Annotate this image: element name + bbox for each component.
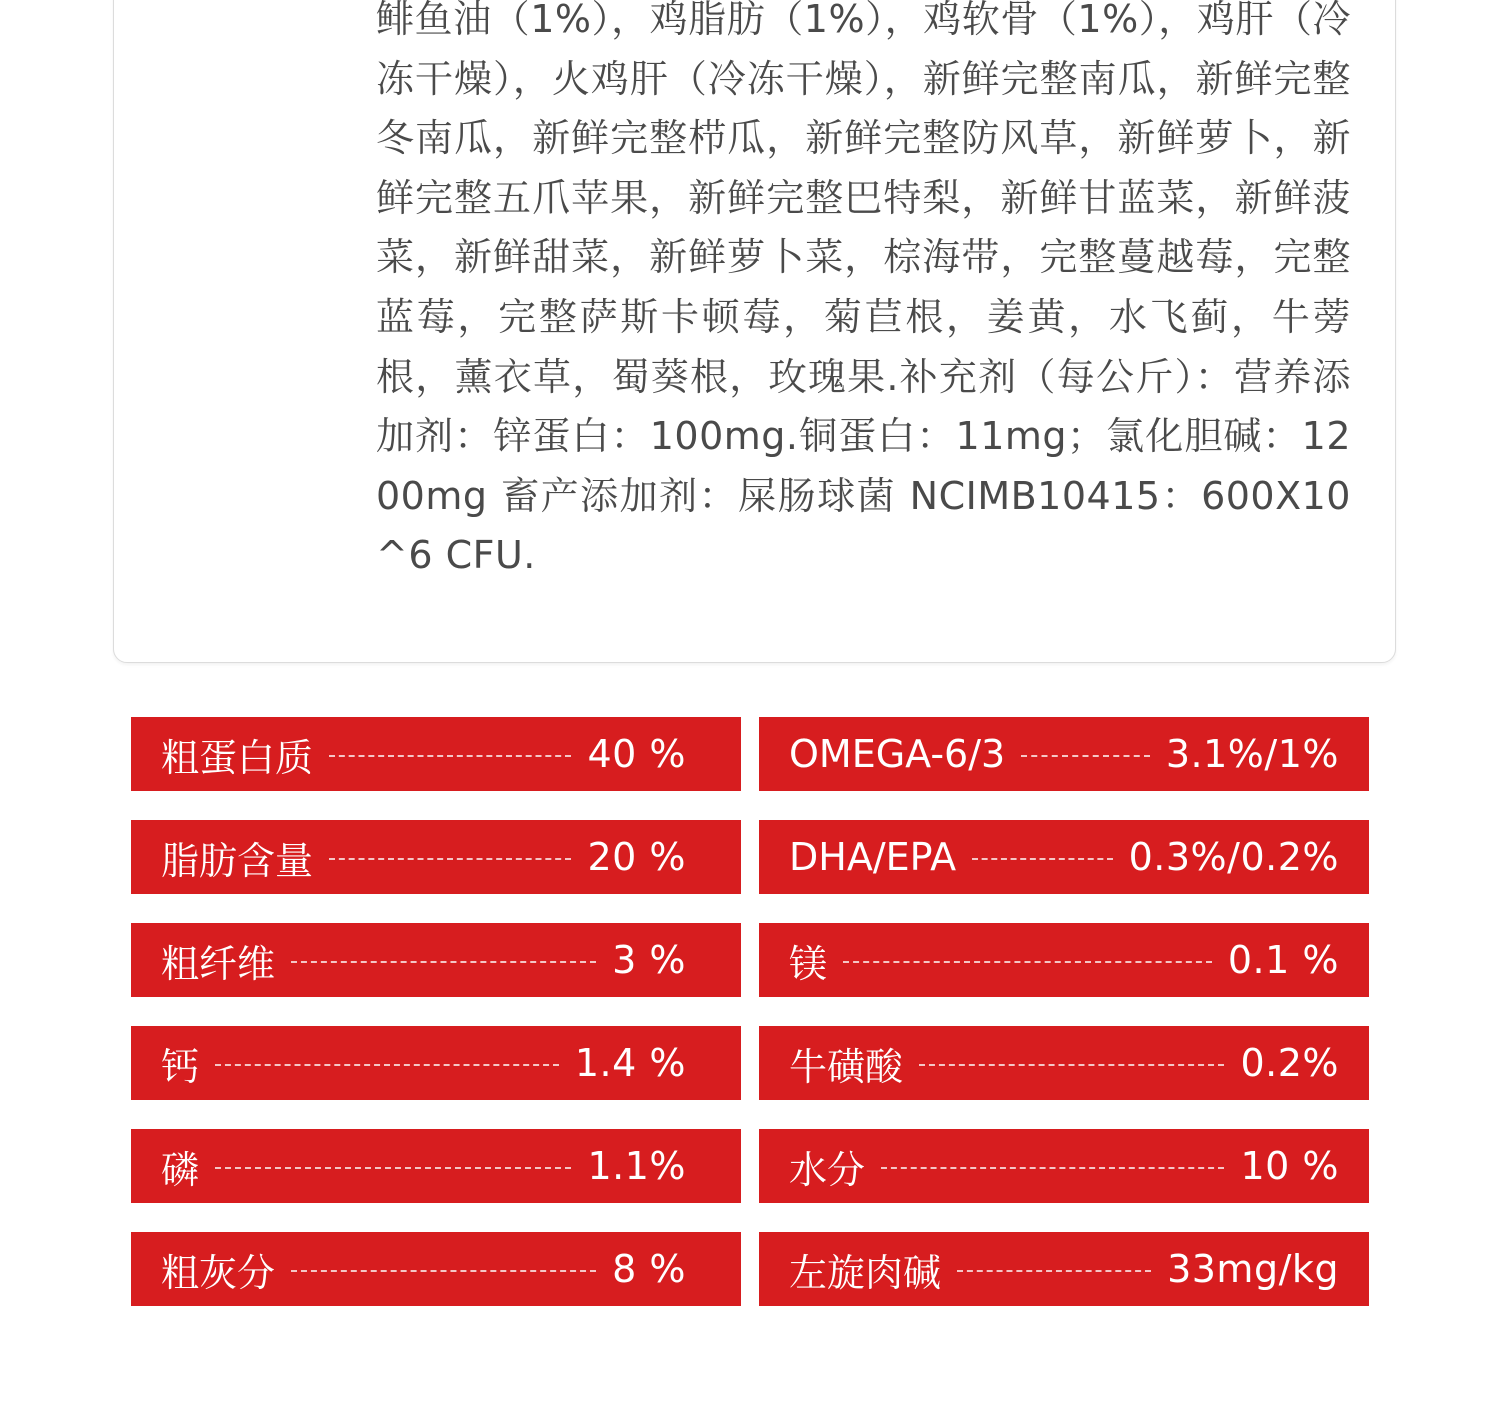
- dotted-leader: [215, 1064, 559, 1066]
- nutrient-value: 3 %: [612, 938, 686, 982]
- nutrient-label: 粗灰分: [161, 1250, 276, 1295]
- nutrient-value: 33mg/kg: [1167, 1247, 1339, 1291]
- dotted-leader: [291, 961, 596, 963]
- nutrient-row-omega: [759, 717, 1369, 791]
- dotted-leader: [329, 755, 571, 757]
- dotted-leader: [291, 1270, 596, 1272]
- dotted-leader: [215, 1167, 571, 1169]
- dotted-leader: [957, 1270, 1151, 1272]
- nutrient-label: 水分: [789, 1147, 866, 1192]
- nutrient-value: 0.2%: [1240, 1041, 1339, 1085]
- nutrient-row-calcium: [131, 1026, 741, 1100]
- nutrient-value: 1.1%: [587, 1144, 686, 1188]
- nutrient-row-crude-ash: [131, 1232, 741, 1306]
- dotted-leader: [1021, 755, 1150, 757]
- nutrient-row-crude-protein: [131, 717, 741, 791]
- nutrient-label: 脂肪含量: [161, 838, 314, 883]
- nutrient-label: 磷: [161, 1147, 200, 1192]
- nutrient-value: 40 %: [587, 732, 686, 776]
- dotted-leader: [881, 1167, 1224, 1169]
- nutrient-row-moisture: [759, 1129, 1369, 1203]
- dotted-leader: [919, 1064, 1224, 1066]
- nutrient-row-taurine: [759, 1026, 1369, 1100]
- nutrient-value: 3.1%/1%: [1165, 732, 1339, 776]
- nutrient-table: [131, 717, 1369, 1306]
- nutrient-row-dha-epa: [759, 820, 1369, 894]
- nutrient-row-l-carnitine: [759, 1232, 1369, 1306]
- nutrient-value: 20 %: [587, 835, 686, 879]
- dotted-leader: [329, 858, 571, 860]
- nutrient-label: 左旋肉碱: [789, 1250, 942, 1295]
- nutrient-label: 钙: [161, 1044, 200, 1089]
- nutrient-value: 0.3%/0.2%: [1128, 835, 1339, 879]
- nutrient-row-crude-fiber: [131, 923, 741, 997]
- nutrient-row-fat: [131, 820, 741, 894]
- nutrient-value: 8 %: [612, 1247, 686, 1291]
- nutrient-value: 0.1 %: [1227, 938, 1339, 982]
- nutrient-label: 牛磺酸: [789, 1044, 904, 1089]
- nutrient-value: 10 %: [1240, 1144, 1339, 1188]
- nutrient-label: 粗纤维: [161, 941, 276, 986]
- nutrient-label: OMEGA-6/3: [789, 732, 1006, 776]
- nutrient-label: 镁: [789, 941, 828, 986]
- nutrient-row-phosphorus: [131, 1129, 741, 1203]
- dotted-leader: [843, 961, 1212, 963]
- nutrient-label: 粗蛋白质: [161, 735, 314, 780]
- ingredients-text: 鲱鱼油（1%），鸡脂肪（1%），鸡软骨（1%），鸡肝（冷冻干燥），火鸡肝（冷冻干燥），新鲜完整南瓜，新鲜完整冬南瓜，新鲜完整栉瓜，新鲜完整防风草，新鲜萝卜，新鲜完整五爪苹果，新鲜完整巴特梨，新鲜甘蓝菜，新鲜菠菜，新鲜甜菜，新鲜萝卜菜，棕海带，完整蔓越莓，完整蓝莓，完整萨斯卡顿莓，菊苣根，姜黄，水飞蓟，牛蒡根，薰衣草，蜀葵根，玫瑰果.补充剂（每公斤）：营养添加剂：锌蛋白：100mg.铜蛋白：11mg；氯化胆碱：1200mg 畜产添加剂：屎肠球菌 NCIMB10415：600X10^6 CFU.: [376, 0, 1351, 578]
- nutrient-row-magnesium: [759, 923, 1369, 997]
- nutrient-label: DHA/EPA: [789, 835, 957, 879]
- nutrient-value: 1.4 %: [574, 1041, 686, 1085]
- dotted-leader: [972, 858, 1112, 860]
